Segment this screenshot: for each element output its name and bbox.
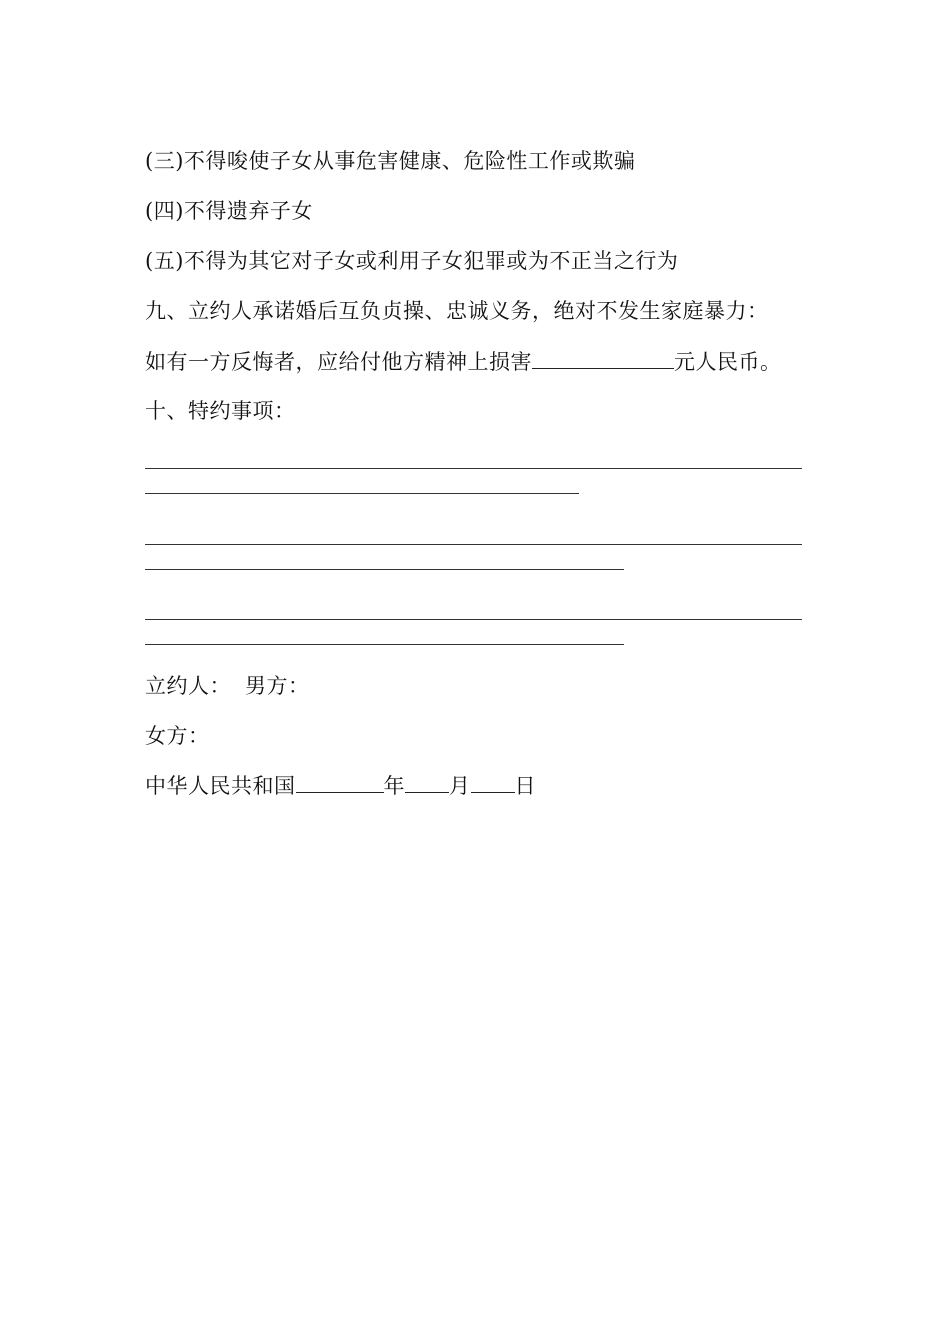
clause-item-5: (五)不得为其它对子女或利用子女犯罪或为不正当之行为 bbox=[145, 249, 679, 273]
day-blank[interactable] bbox=[471, 772, 515, 793]
compensation-unit: 元人民币。 bbox=[674, 350, 782, 374]
compensation-amount-blank[interactable] bbox=[532, 348, 674, 369]
compensation-text: 如有一方反悔者，应给付他方精神上损害 bbox=[145, 350, 532, 374]
special-terms-line-1b[interactable] bbox=[145, 493, 579, 494]
special-terms-line-3a[interactable] bbox=[145, 619, 802, 620]
article-9-line-2 bbox=[145, 348, 782, 375]
month-label: 月 bbox=[449, 774, 471, 798]
female-label: 女方： bbox=[145, 724, 210, 748]
article-9-line-1: 九、立约人承诺婚后互负贞操、忠诚义务，绝对不发生家庭暴力： bbox=[145, 299, 769, 323]
special-terms-line-2a[interactable] bbox=[145, 544, 802, 545]
parties-label: 立约人： bbox=[145, 674, 231, 698]
year-blank[interactable] bbox=[296, 772, 384, 793]
male-label: 男方： bbox=[245, 674, 310, 698]
clause-item-3: (三)不得唆使子女从事危害健康、危险性工作或欺骗 bbox=[145, 149, 636, 173]
clause-item-4: (四)不得遗弃子女 bbox=[145, 199, 313, 223]
day-label: 日 bbox=[514, 774, 536, 798]
date-line bbox=[145, 772, 536, 799]
date-prefix: 中华人民共和国 bbox=[145, 774, 296, 798]
month-blank[interactable] bbox=[405, 772, 449, 793]
special-terms-line-3b[interactable] bbox=[145, 644, 624, 645]
article-10-title: 十、特约事项： bbox=[145, 399, 296, 423]
year-label: 年 bbox=[383, 774, 405, 798]
special-terms-line-2b[interactable] bbox=[145, 569, 624, 570]
special-terms-line-1a[interactable] bbox=[145, 468, 802, 469]
signature-parties bbox=[145, 673, 310, 699]
